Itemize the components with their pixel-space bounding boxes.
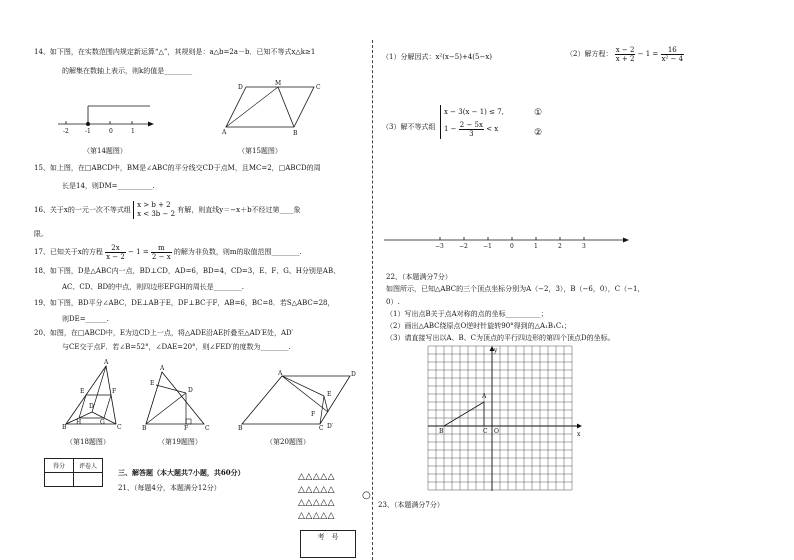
q16-pre: 16、关于x的一元一次不等式组 <box>34 206 131 214</box>
svg-text:G: G <box>100 419 105 426</box>
svg-text:H: H <box>76 419 82 426</box>
svg-text:D: D <box>188 387 193 394</box>
q15-caption: （第15题图） <box>238 147 282 155</box>
svg-text:C: C <box>319 425 324 432</box>
q15-line1: 15、如上图，在□ABCD中，BM是∠ABC的平分线交CD于点M，且MC=2，□ABCD的周 <box>34 164 321 172</box>
q21-title: 21、（每题4分，本题满分12分） <box>118 484 221 492</box>
axis-label: 0 <box>109 128 113 135</box>
q17-frac1: $\frac{2x}{x - 2}$ <box>106 243 125 261</box>
svg-text:A: A <box>160 365 165 372</box>
grid-label-A: A <box>482 393 487 400</box>
fig-label: A <box>222 129 227 136</box>
q21-2-frac1: $\frac{x - 2}{x + 2}$ <box>615 45 635 63</box>
q19-caption: （第19题图） <box>158 438 202 446</box>
q16-post: 有解，则直线y＝−x＋b不经过第____象 <box>177 206 301 214</box>
fig-label: M <box>275 80 282 87</box>
nl-label: −2 <box>459 243 468 250</box>
q20-figure <box>238 372 358 432</box>
svg-text:E: E <box>327 391 332 398</box>
q16-line2: 限。 <box>34 230 48 238</box>
q18-caption: （第18题图） <box>66 438 110 446</box>
grid-label-O: O <box>494 428 499 435</box>
q19-figure <box>142 365 214 432</box>
q19-line2: 则DE=______. <box>62 315 109 323</box>
q23-title: 23、（本题满分7分） <box>378 501 444 509</box>
q15-figure <box>222 82 332 142</box>
q16-system <box>133 201 175 219</box>
mark-2: ② <box>534 128 543 138</box>
svg-text:E: E <box>80 388 85 395</box>
nl-label: 0 <box>510 243 514 250</box>
grid-label-y: y <box>494 347 498 354</box>
q21-1-label: （1）分解因式： <box>382 53 436 61</box>
score-table <box>44 458 103 487</box>
q21-3-eq2: 1 − $\frac{2 - 5x}{3}$ < x <box>444 120 499 138</box>
q22-intro: 如图所示，已知△ABC的三个顶点坐标分别为A（−2，3），B（−6，0），C（−1， <box>386 285 645 293</box>
q19-line1: 19、如下图，BD平分∠ABC，DE⊥AB于E，DF⊥BC于F，AB=6，BC=8．若S△ABC=28， <box>34 299 335 307</box>
nl-label: 3 <box>582 243 586 250</box>
q20-caption: （第20题图） <box>266 438 310 446</box>
section3-title: 三、解答题（本大题共7小题，共60分） <box>118 468 245 477</box>
svg-text:D: D <box>89 403 94 410</box>
q18-line2: AC、CD、BD的中点，则四边形EFGH的周长是________. <box>62 283 245 291</box>
binding-triangles: △△△△△ <box>298 485 336 495</box>
svg-text:B: B <box>238 425 243 432</box>
svg-text:F: F <box>184 425 189 432</box>
score-label: 得分 <box>45 459 74 473</box>
q22-item1: （1）写出点B关于点A对称的点的坐标__________； <box>386 310 548 318</box>
svg-text:C: C <box>205 425 210 432</box>
q17-frac2: $\frac{m}{2 - x}$ <box>151 243 171 261</box>
q17-line <box>34 242 302 262</box>
axis-label: 1 <box>131 128 135 135</box>
q17-post: 的解为非负数，则m的取值范围________. <box>173 248 302 256</box>
q17-pre: 17、已知关于x的方程 <box>34 248 103 256</box>
q21-3-system <box>440 105 504 139</box>
nl-label: −1 <box>483 243 492 250</box>
grid-label-C: C <box>483 428 488 435</box>
fig-label: B <box>293 130 298 137</box>
q16-sys1: x > b + 2 <box>137 201 171 209</box>
binding-triangles: △△△△△ <box>298 472 336 482</box>
q21-2-mid: − 1 = <box>637 50 659 58</box>
q21-number-line <box>384 232 634 252</box>
svg-text:D: D <box>351 371 356 378</box>
svg-text:A: A <box>104 359 109 366</box>
q20-line1: 20、如图，在□ABCD中，E为边CD上一点，将△ADE沿AE折叠至△AD′E处，AD′ <box>34 329 294 337</box>
fig-label: C <box>316 84 321 91</box>
q22-coordinate-grid <box>428 346 588 496</box>
q21-3-label: （3）解不等式组 <box>382 123 436 131</box>
svg-text:A: A <box>278 370 283 377</box>
q22-title: 22、（本题满分7分） <box>386 273 452 281</box>
svg-text:F: F <box>112 388 117 395</box>
q18-line1: 18、如下图，D是△ABC内一点，BD⊥CD，AD=6，BD=4，CD=3，E、F、G、H分别是AB、 <box>34 267 341 275</box>
grid-label-x: x <box>577 431 581 438</box>
q17-mid: − 1 = <box>128 248 149 256</box>
q21-1 <box>382 52 492 62</box>
q21-2-frac2: $\frac{16}{\text{x² − 4}}$ <box>661 45 684 63</box>
exam-number-label: 考 号 <box>317 533 339 541</box>
binding-circle: ○ <box>362 490 371 501</box>
q21-2 <box>566 44 684 64</box>
q14-line2: 的解集在数轴上表示，则k的值是________ <box>62 67 193 75</box>
q16-sys2: x < 3b − 2 <box>137 210 176 218</box>
q14-number-line <box>58 98 158 138</box>
score-cell[interactable] <box>45 473 74 487</box>
q15-line2: 长是14，则DM=__________. <box>62 182 155 190</box>
binding-triangles: △△△△△ <box>298 498 336 508</box>
binding-triangles: △△△△△ <box>298 511 336 521</box>
binding-line <box>372 40 373 560</box>
q18-figure <box>62 359 132 431</box>
axis-label: -2 <box>63 128 69 135</box>
fig-label: D <box>238 84 243 91</box>
axis-label: -1 <box>85 128 91 135</box>
svg-text:D′: D′ <box>327 423 334 430</box>
svg-text:F: F <box>311 411 316 418</box>
q21-3-eq1: x − 3(x − 1) ≤ 7, <box>444 108 504 116</box>
nl-label: 1 <box>534 243 538 250</box>
mark-1: ① <box>534 108 543 118</box>
svg-text:B: B <box>142 425 147 432</box>
svg-text:E: E <box>150 380 155 387</box>
q14-line1: 14、如下图，在实数范围内规定新运算“△”，其规则是：a△b=2a－b．已知不等式x△k≥1 <box>34 48 316 56</box>
q16-line1 <box>34 200 301 220</box>
svg-text:C: C <box>117 424 122 431</box>
q14-caption: （第14题图） <box>83 147 127 155</box>
svg-text:B: B <box>62 424 67 431</box>
grid-label-B: B <box>439 428 444 435</box>
grader-cell[interactable] <box>74 473 103 487</box>
nl-label: 2 <box>558 243 562 250</box>
nl-label: −3 <box>435 243 444 250</box>
q21-2-label: （2）解方程： <box>566 50 613 58</box>
q22-item3: （3）请直接写出以A、B、C为顶点的平行四边形的第四个顶点D的坐标。 <box>386 334 615 342</box>
grader-label: 评卷人 <box>74 459 103 473</box>
q21-1-expr: x²(x−5)+4(5−x) <box>435 53 492 61</box>
q22-intro2: 0）. <box>386 298 400 306</box>
q22-item2: （2）画出△ABC绕原点O逆时针旋转90°得到的△A₁B₁C₁； <box>386 322 572 330</box>
q20-line2: 与CE交于点F．若∠B=52°，∠DAE=20°，则∠FED′的度数为________. <box>62 343 291 351</box>
exam-number-box[interactable] <box>300 530 356 558</box>
